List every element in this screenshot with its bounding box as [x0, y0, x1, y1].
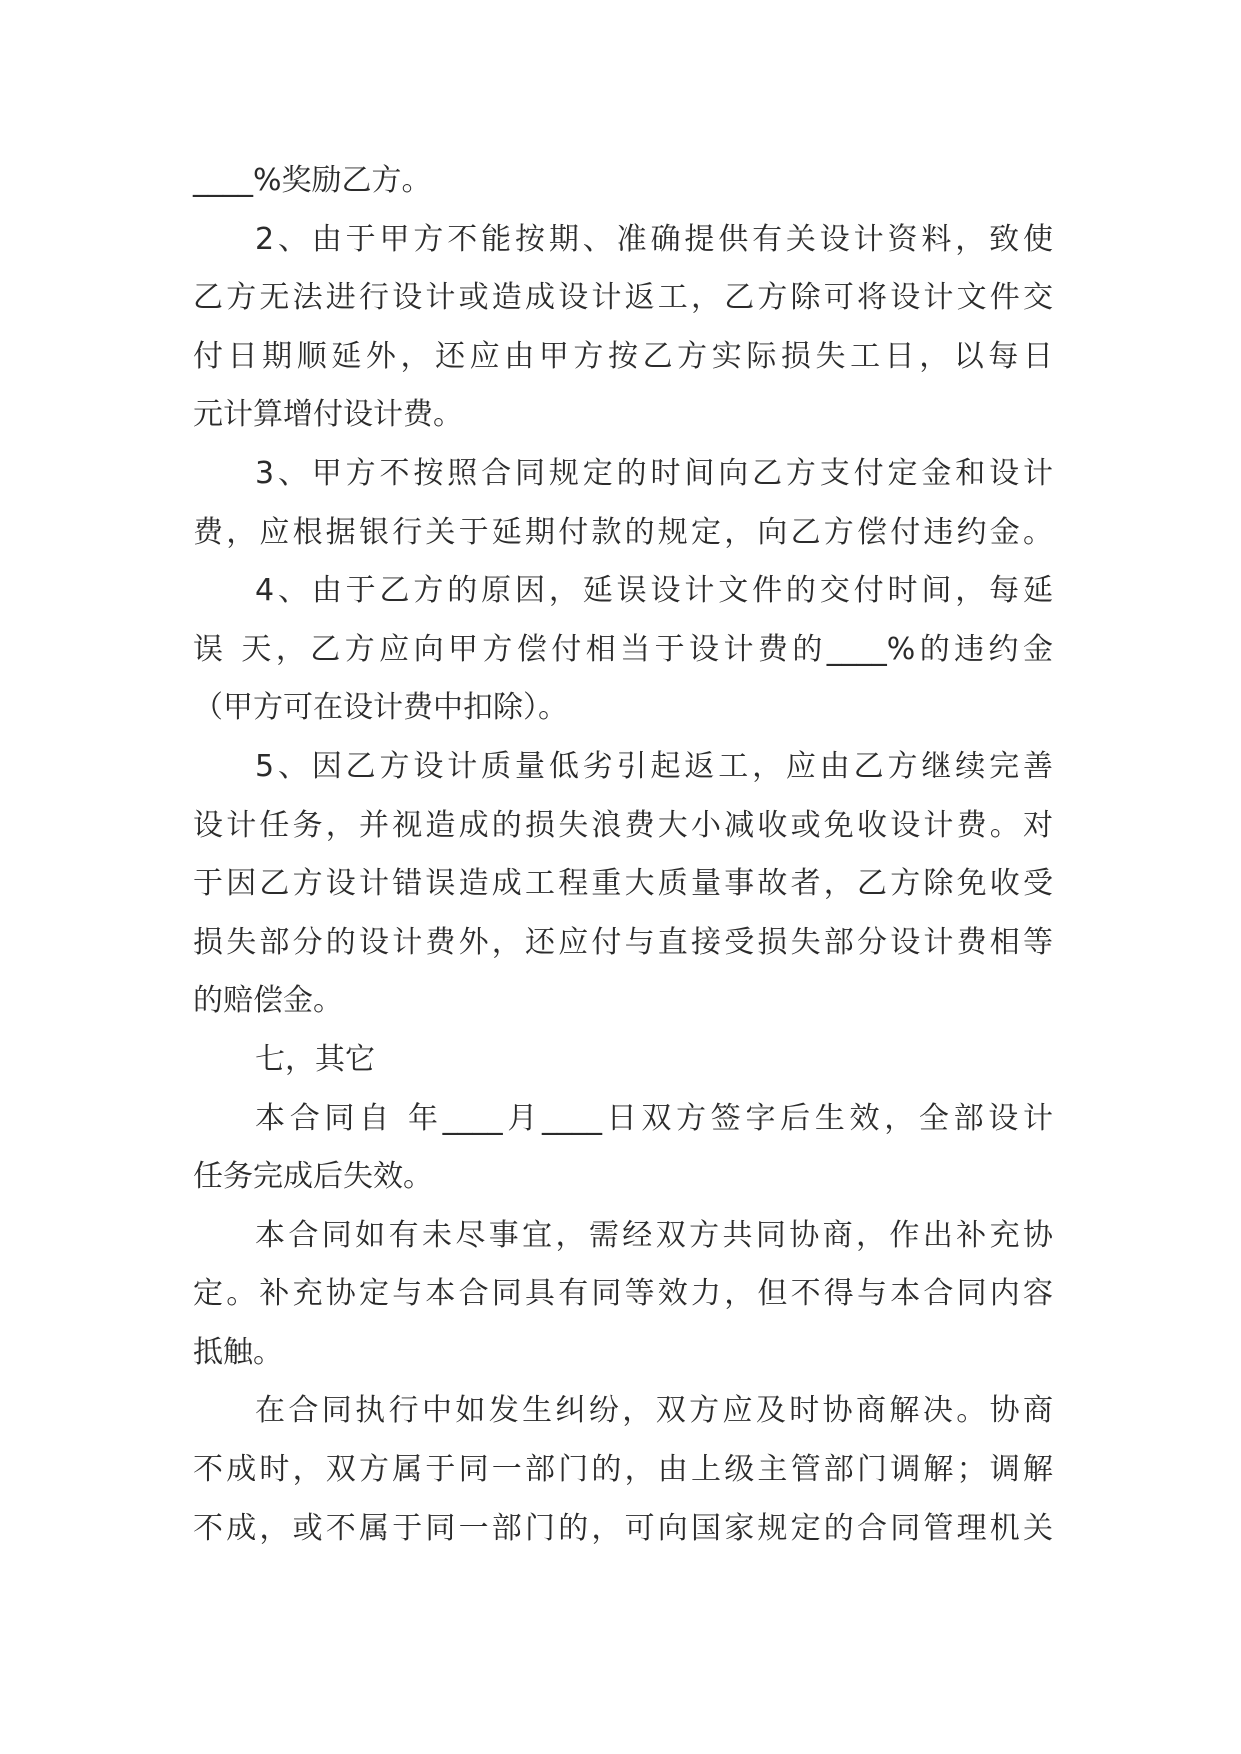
- text-line-8: 4、由于乙方的原因，延误设计文件的交付时间，每延: [255, 573, 1053, 609]
- text-line-13: 于因乙方设计错误造成工程重大质量事故者，乙方除免收受: [193, 866, 1053, 902]
- text-line-2: 2、由于甲方不能按期、准确提供有关设计资料，致使: [255, 221, 1053, 257]
- text-line-19: 本合同如有未尽事宜，需经双方共同协商，作出补充协: [255, 1217, 1053, 1253]
- text-line-3: 乙方无法进行设计或造成设计返工，乙方除可将设计文件交: [193, 280, 1053, 316]
- contract-text: [193, 152, 1053, 1558]
- text-line-6: 3、甲方不按照合同规定的时间向乙方支付定金和设计: [255, 455, 1053, 491]
- text-line-10: （甲方可在设计费中扣除）。: [193, 690, 568, 726]
- text-line-9: 误 天，乙方应向甲方偿付相当于设计费的____%的违约金: [193, 631, 1053, 667]
- text-line-18: 任务完成后失效。: [193, 1159, 433, 1195]
- text-line-12: 设计任务，并视造成的损失浪费大小减收或免收设计费。对: [193, 807, 1053, 843]
- section-heading: 七，其它: [255, 1041, 375, 1077]
- text-line-4: 付日期顺延外，还应由甲方按乙方实际损失工日，以每日: [193, 338, 1053, 374]
- text-line-7: 费，应根据银行关于延期付款的规定，向乙方偿付违约金。: [193, 514, 1053, 550]
- text-line-15: 的赔偿金。: [193, 983, 343, 1019]
- text-line-23: 不成时，双方属于同一部门的，由上级主管部门调解；调解: [193, 1452, 1053, 1488]
- text-line-14: 损失部分的设计费外，还应付与直接受损失部分设计费相等: [193, 924, 1053, 960]
- text-line-5: 元计算增付设计费。: [193, 397, 463, 433]
- text-line-1: ____%奖励乙方。: [193, 163, 432, 198]
- text-line-21: 抵触。: [193, 1334, 283, 1370]
- text-line-20: 定。补充协定与本合同具有同等效力，但不得与本合同内容: [193, 1276, 1053, 1312]
- text-line-17: 本合同自 年____月____日双方签字后生效，全部设计: [255, 1100, 1053, 1136]
- text-line-24: 不成，或不属于同一部门的，可向国家规定的合同管理机关: [193, 1510, 1053, 1546]
- text-line-22: 在合同执行中如发生纠纷，双方应及时协商解决。协商: [255, 1393, 1053, 1429]
- text-line-11: 5、因乙方设计质量低劣引起返工，应由乙方继续完善: [255, 748, 1053, 784]
